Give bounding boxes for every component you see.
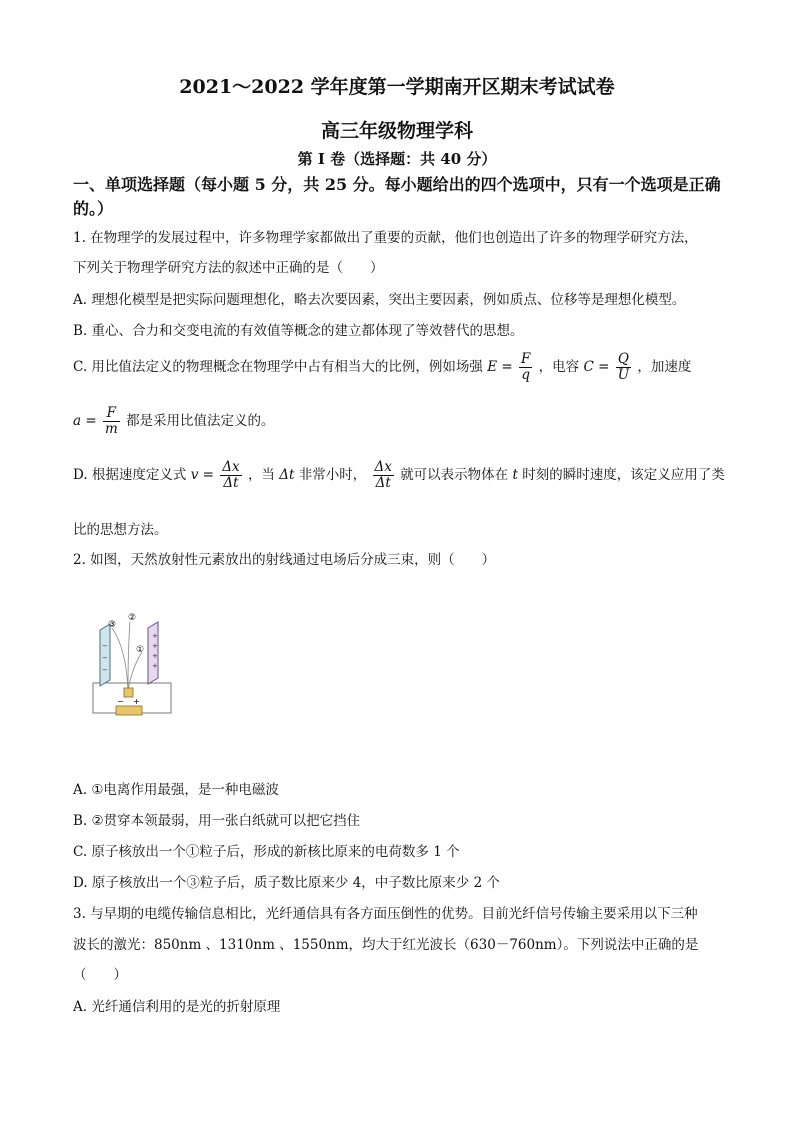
q1-option-d-mid1: ，当 (247, 466, 275, 483)
formula-v-denominator: Δt (223, 474, 239, 491)
ray-1-path (128, 652, 142, 690)
svg-text:−: − (102, 642, 108, 650)
formula-v-numerator: Δx (222, 459, 240, 475)
q2-option-c: C. 原子核放出一个①粒子后，形成的新核比原来的电荷数多 1 个 (73, 844, 460, 860)
q2-option-b: B. ②贯穿本领最弱，用一张白纸就可以把它挡住 (73, 813, 361, 829)
svg-text:+: + (152, 662, 158, 670)
formula-e-lhs: E = (487, 358, 513, 375)
formula-c-fraction (616, 352, 631, 383)
formula-a-denominator: m (104, 420, 118, 437)
formula-a-fraction (103, 406, 120, 437)
ray-3-label: ③ (108, 620, 117, 630)
exam-subtitle: 高三年级物理学科 (320, 120, 473, 142)
q1-option-d-mid2: 非常小时， (298, 466, 367, 483)
formula-dxdt-fraction (373, 460, 394, 491)
ray-3-path (112, 628, 128, 690)
q2-option-d: D. 原子核放出一个③粒子后，质子数比原来少 4，中子数比原来少 2 个 (73, 875, 500, 891)
part1-heading-line2: 的。） (73, 199, 114, 218)
q3-stem-line1: 3. 与早期的电缆传输信息相比，光纤通信具有各方面压倒性的优势。目前光纤信号传输主要采用以下三种 (73, 906, 698, 922)
ray-1-label: ① (136, 645, 145, 655)
q1-stem-line1: 1. 在物理学的发展过程中，许多物理学家都做出了重要的贡献，他们也创造出了许多的物理学研究方法， (73, 230, 698, 246)
q2-option-a: A. ①电离作用最强，是一种电磁波 (73, 782, 279, 798)
q1-option-d-text: D. 根据速度定义式 (73, 466, 187, 483)
ray-2-label: ② (128, 613, 137, 623)
q1-option-b: B. 重心、合力和交变电流的有效值等概念的建立都体现了等效替代的思想。 (73, 323, 524, 339)
svg-text:+: + (152, 642, 158, 650)
radioactive-source (124, 688, 133, 697)
battery-plus-label: + (133, 697, 140, 706)
formula-dxdt-denominator: Δt (375, 474, 391, 491)
formula-c-lhs: C = (583, 358, 610, 375)
svg-text:−: − (102, 666, 108, 674)
q1-option-c-text: C. 用比值法定义的物理概念在物理学中占有相当大的比例，例如场强 (73, 358, 483, 375)
formula-v-fraction (220, 460, 241, 491)
battery (116, 706, 142, 715)
radiation-figure (88, 608, 178, 738)
t-symbol: t (512, 466, 518, 483)
exam-title: 2021～2022 学年度第一学期南开区期末考试试卷 (179, 76, 615, 98)
formula-c-denominator: U (617, 366, 630, 383)
formula-e-denominator: q (521, 366, 531, 383)
formula-a-numerator: F (103, 406, 120, 422)
formula-c-numerator: Q (616, 352, 631, 368)
q1-option-a: A. 理想化模型是把实际问题理想化，略去次要因素，突出主要因素，例如质点、位移等是理想化模型。 (73, 292, 686, 308)
q1-option-d-post: 时刻的瞬时速度，该定义应用了类 (522, 466, 725, 483)
q1-option-d-mid3: 就可以表示物体在 (400, 466, 509, 483)
q3-stem-line3: （ ） (73, 967, 127, 983)
formula-dxdt-numerator: Δx (374, 459, 392, 475)
svg-text:+: + (152, 632, 158, 640)
battery-minus-label: − (117, 697, 124, 706)
q1-option-c-line2 (73, 406, 275, 437)
q1-stem-line2: 下列关于物理学研究方法的叙述中正确的是（ ） (73, 260, 384, 276)
ray-2-path (128, 622, 130, 690)
part1-heading-line1: 一、单项选择题（每小题 5 分，共 25 分。每小题给出的四个选项中，只有一个选项是正确 (73, 175, 721, 194)
formula-a-lhs: a = (73, 412, 97, 429)
formula-e-numerator: F (521, 351, 531, 367)
formula-e-fraction (519, 352, 532, 383)
q3-stem-line2: 波长的激光：850nm 、1310nm 、1550nm，均大于红光波长（630－760nm）。下列说法中正确的是 (73, 937, 699, 953)
svg-text:+: + (152, 652, 158, 660)
q1-option-c-post: ，加速度 (637, 358, 692, 375)
q1-option-d-line2: 比的思想方法。 (73, 522, 168, 538)
q1-option-c-line1 (73, 352, 691, 383)
q1-option-c-line2-text: 都是采用比值法定义的。 (126, 412, 275, 429)
q2-stem: 2. 如图，天然放射性元素放出的射线通过电场后分成三束，则（ ） (73, 552, 496, 568)
formula-v-lhs: v = (190, 466, 214, 483)
q1-option-c-mid: ，电容 (538, 358, 580, 375)
section-heading: 第 I 卷（选择题：共 40 分） (297, 150, 497, 168)
svg-text:−: − (102, 654, 108, 662)
delta-t-symbol: Δt (279, 466, 295, 483)
q3-option-a: A. 光纤通信利用的是光的折射原理 (73, 999, 281, 1015)
q1-option-d-line1 (73, 460, 725, 491)
